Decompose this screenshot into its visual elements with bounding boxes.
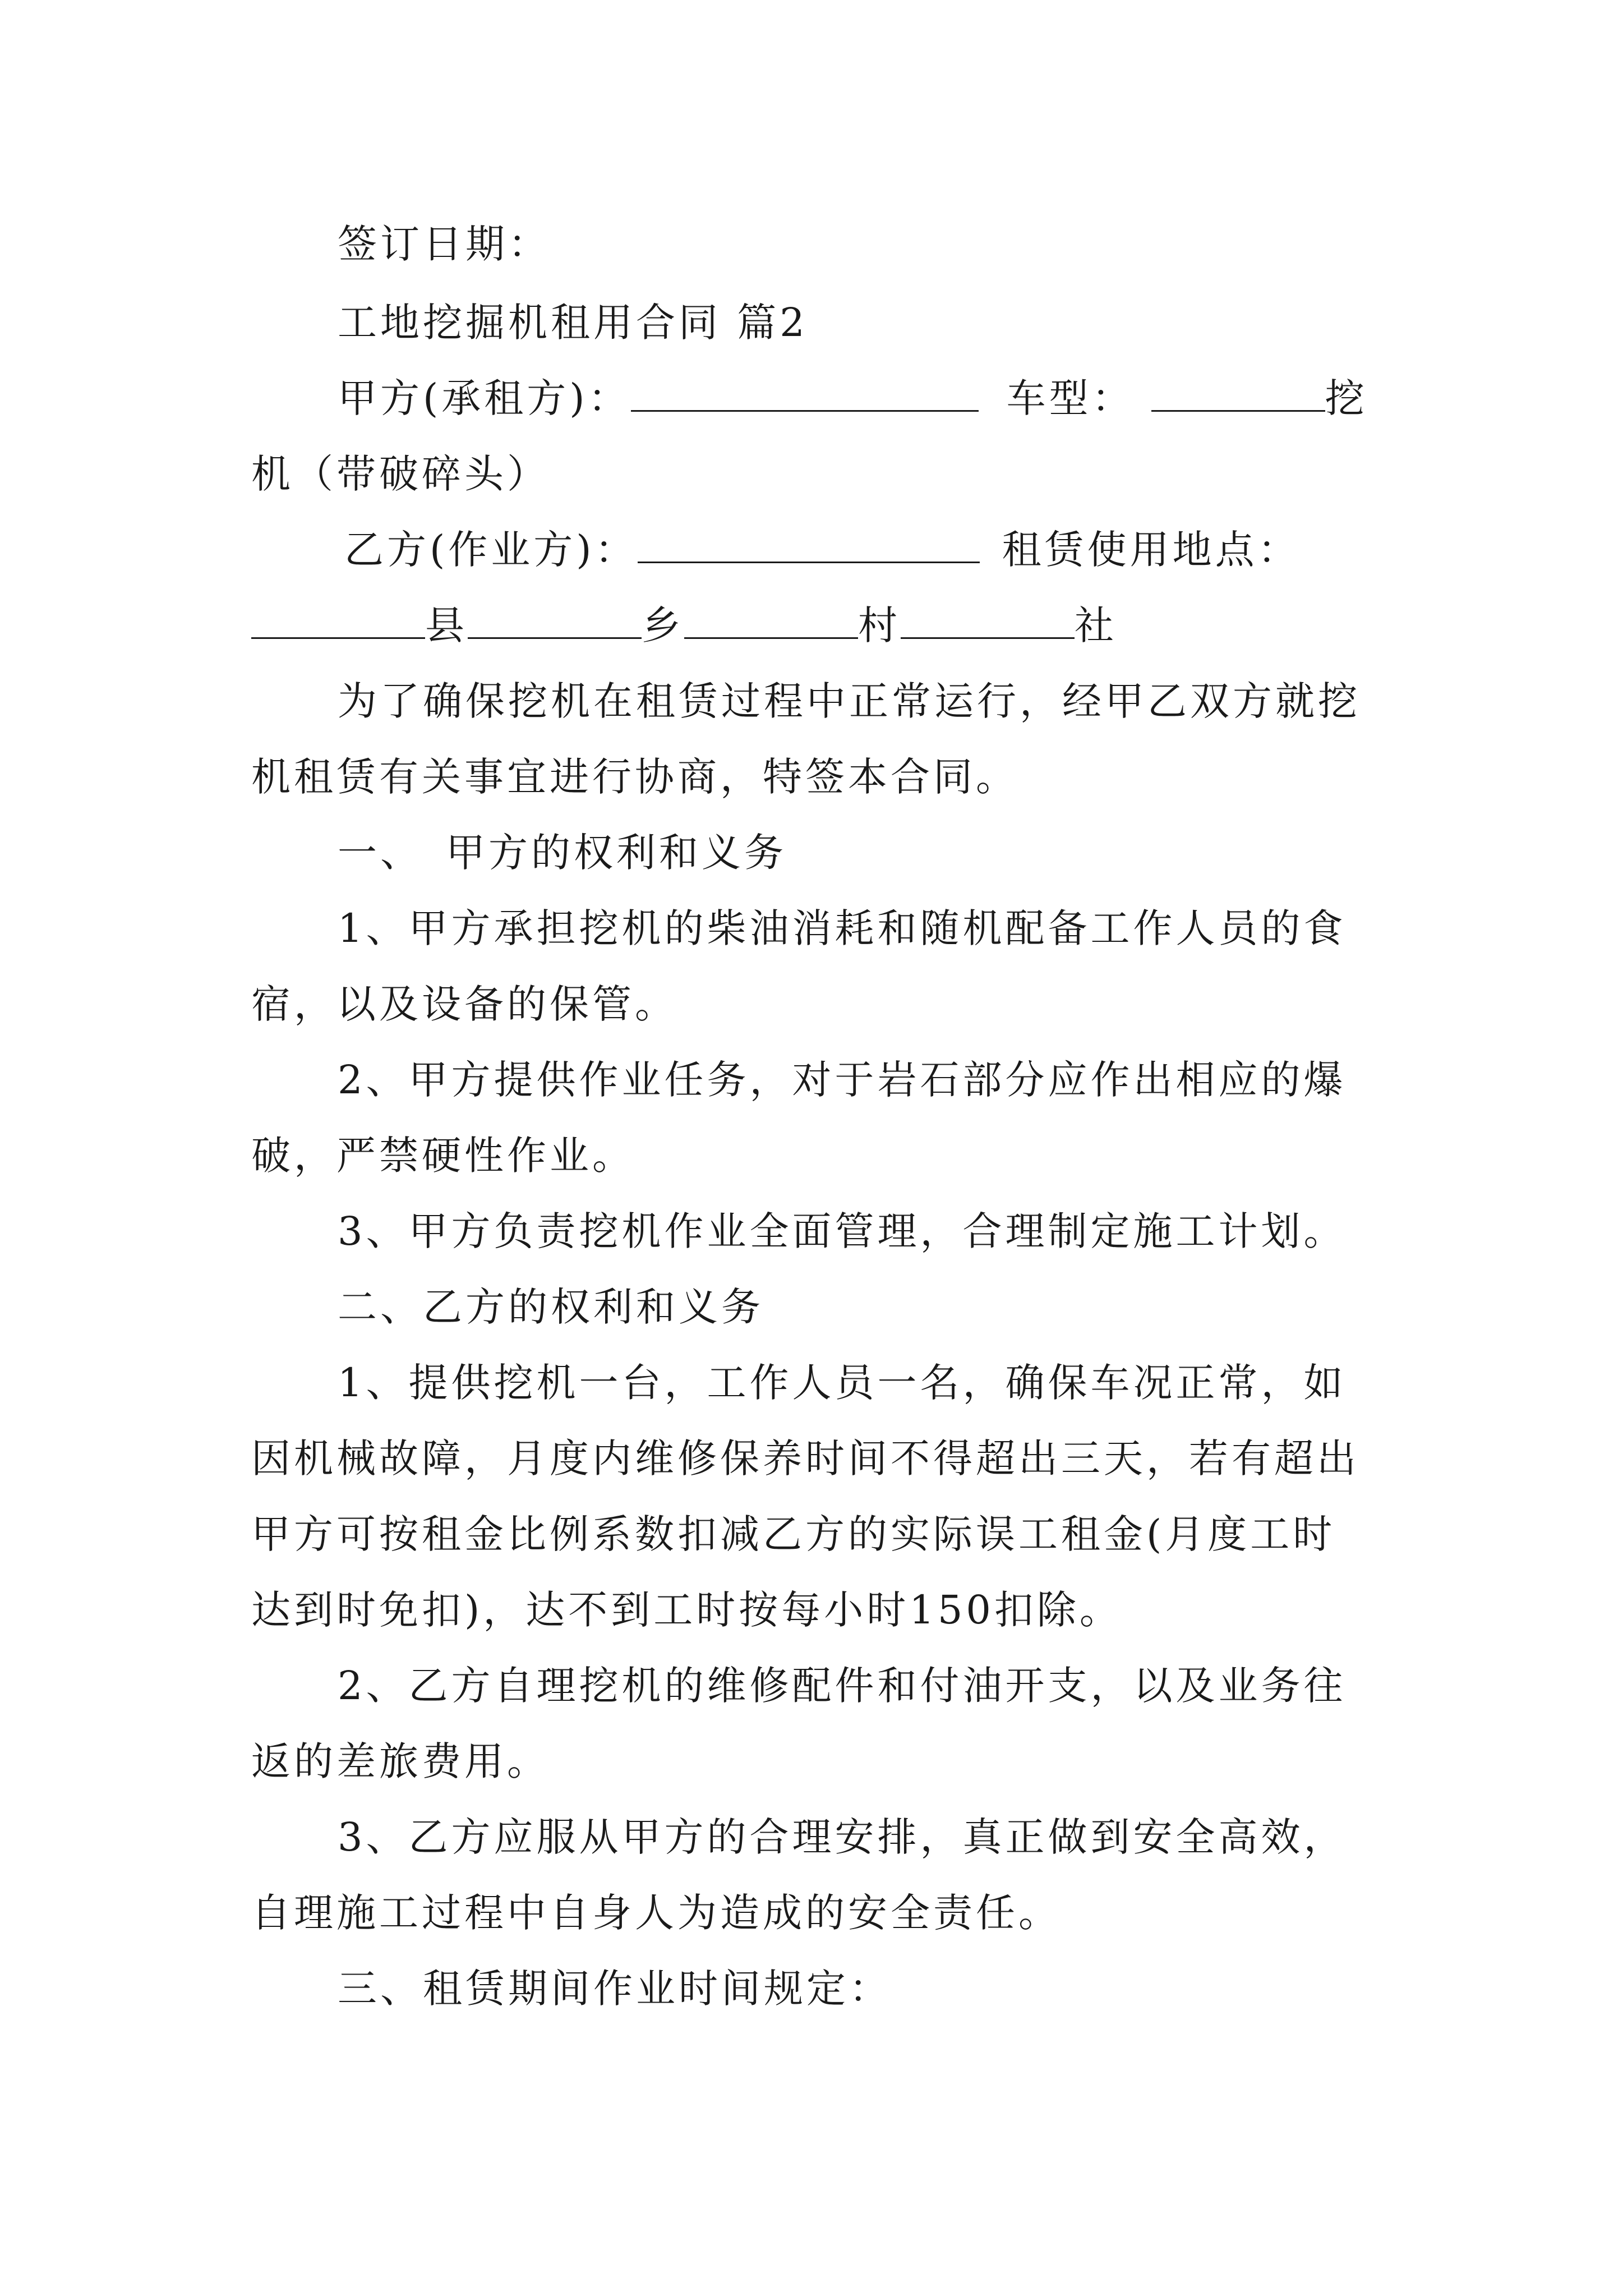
section-2-title: 二、乙方的权利和义务	[338, 1284, 764, 1330]
section-1-item-2: 2、甲方提供作业任务，对于岩石部分应作出相应的爆	[338, 1057, 1347, 1103]
section-2-item-2: 2、乙方自理挖机的维修配件和付油开支，以及业务往	[338, 1663, 1347, 1709]
party-b-line	[344, 524, 1301, 575]
vehicle-suffix: 挖	[1325, 375, 1368, 421]
party-a-blank	[631, 376, 979, 412]
township-blank	[468, 604, 642, 639]
section-1-item-2-cont: 破，严禁硬性作业。	[251, 1133, 635, 1179]
section-2-item-2-cont: 返的差旅费用。	[251, 1738, 550, 1784]
address-line	[251, 600, 1117, 651]
section-2-item-1-cont-3: 达到时免扣)，达不到工时按每小时150扣除。	[251, 1587, 1122, 1633]
society-label: 社	[1075, 602, 1117, 648]
county-blank	[251, 604, 425, 639]
location-label: 租赁使用地点：	[1002, 527, 1301, 573]
vehicle-label: 车型：	[1006, 375, 1135, 421]
section-2-item-1-cont-1: 因机械故障，月度内维修保养时间不得超出三天，若有超出	[251, 1435, 1359, 1481]
intro-paragraph-1: 为了确保挖机在租赁过程中正常运行，经甲乙双方就挖	[338, 678, 1361, 724]
party-a-label: 甲方(承租方)：	[338, 375, 631, 421]
section-2-item-1-cont-2: 甲方可按租金比例系数扣减乙方的实际误工租金(月度工时	[251, 1511, 1336, 1557]
section-1-item-3: 3、甲方负责挖机作业全面管理，合理制定施工计划。	[338, 1208, 1347, 1254]
sign-date-label: 签订日期：	[338, 221, 551, 267]
township-label: 乡	[642, 602, 684, 648]
section-2-item-1: 1、提供挖机一台，工作人员一名，确保车况正常，如	[338, 1360, 1347, 1406]
vehicle-blank	[1151, 376, 1325, 412]
section-2-item-3: 3、乙方应服从甲方的合理安排，真正做到安全高效，	[338, 1814, 1347, 1860]
contract-title: 工地挖掘机租用合同 篇2	[338, 300, 808, 346]
section-1-title: 一、 甲方的权利和义务	[338, 830, 787, 876]
society-blank	[901, 604, 1075, 639]
party-b-label: 乙方(作业方)：	[344, 527, 638, 573]
county-label: 县	[425, 602, 468, 648]
village-blank	[684, 604, 858, 639]
party-b-blank	[638, 528, 980, 563]
section-2-item-3-cont: 自理施工过程中自身人为造成的安全责任。	[251, 1890, 1061, 1936]
section-1-item-1: 1、甲方承担挖机的柴油消耗和随机配备工作人员的食	[338, 905, 1347, 951]
section-3-title: 三、租赁期间作业时间规定：	[338, 1966, 892, 2012]
section-1-item-1-cont: 宿，以及设备的保管。	[251, 981, 677, 1027]
village-label: 村	[858, 602, 901, 648]
party-a-line-2: 机（带破碎头）	[251, 451, 550, 497]
intro-paragraph-2: 机租赁有关事宜进行协商，特签本合同。	[251, 754, 1018, 800]
party-a-line	[338, 373, 1368, 424]
